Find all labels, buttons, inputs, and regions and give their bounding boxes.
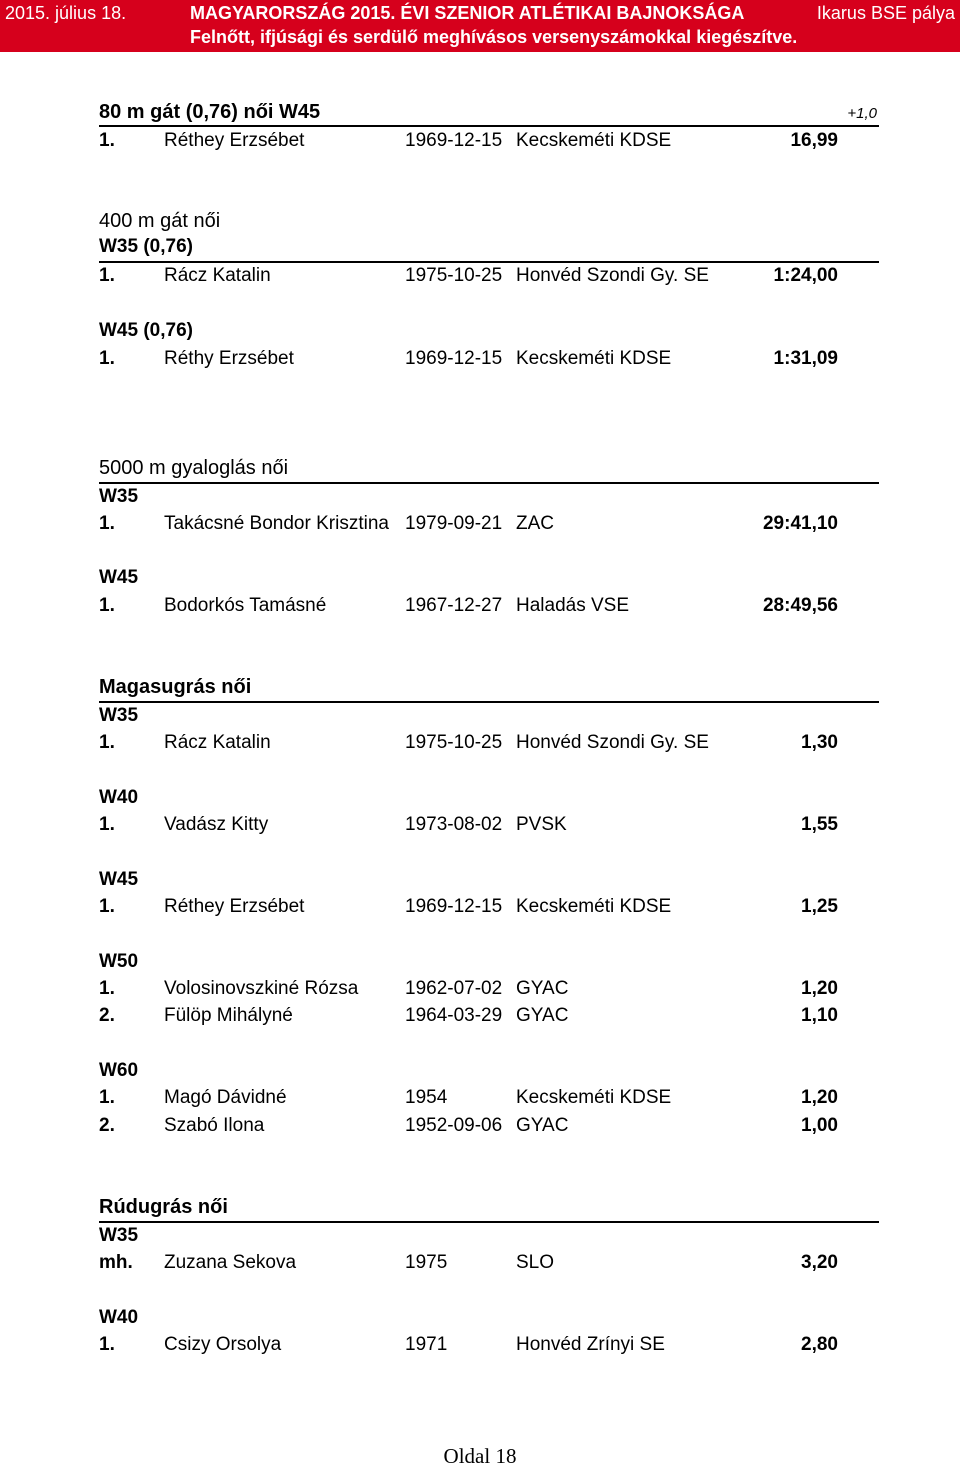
club: ZAC: [516, 513, 554, 534]
rank: 1.: [99, 978, 115, 999]
birth-date: 1962-07-02: [405, 978, 503, 999]
event-divider: [99, 261, 879, 263]
athlete-name: Vadász Kitty: [164, 814, 269, 835]
age-category: W45: [99, 869, 139, 890]
age-category: W45: [99, 567, 139, 588]
club: Kecskeméti KDSE: [516, 1087, 672, 1108]
result: 1,25: [801, 896, 838, 917]
birth-date: 1979-09-21: [405, 513, 503, 534]
club: PVSK: [516, 814, 567, 835]
age-category: W35: [99, 486, 139, 507]
age-category: W40: [99, 787, 139, 808]
result-row: [99, 264, 879, 288]
result-row: [99, 813, 879, 837]
athlete-name: Csizy Orsolya: [164, 1334, 282, 1355]
rank: 2.: [99, 1115, 115, 1136]
birth-date: 1964-03-29: [405, 1005, 503, 1026]
club: SLO: [516, 1252, 555, 1273]
header-title: MAGYARORSZÁG 2015. ÉVI SZENIOR ATLÉTIKAI BAJNOKSÁGA: [190, 3, 745, 23]
event-divider: [99, 125, 879, 127]
birth-date: 1954: [405, 1087, 448, 1108]
athlete-name: Rácz Katalin: [164, 265, 271, 286]
result: 1,00: [801, 1115, 838, 1136]
event-title: 80 m gát (0,76) női W45: [99, 101, 321, 123]
result: 1,20: [801, 1087, 838, 1108]
event-divider: [99, 701, 879, 703]
rank: mh.: [99, 1252, 133, 1273]
rank: 1.: [99, 265, 115, 286]
club: Kecskeméti KDSE: [516, 896, 672, 917]
athlete-name: Szabó Ilona: [164, 1115, 265, 1136]
athlete-name: Volosinovszkiné Rózsa: [164, 978, 359, 999]
rank: 2.: [99, 1005, 115, 1026]
result-row: [99, 1086, 879, 1110]
header-date: 2015. július 18.: [5, 3, 127, 23]
club: Kecskeméti KDSE: [516, 130, 672, 151]
birth-date: 1975: [405, 1252, 448, 1273]
result: 2,80: [801, 1334, 838, 1355]
rank: 1.: [99, 348, 115, 369]
club: Kecskeméti KDSE: [516, 348, 672, 369]
result: 1,30: [801, 732, 838, 753]
result: 1,20: [801, 978, 838, 999]
result-row: [99, 512, 879, 536]
age-category: W35: [99, 1225, 139, 1246]
result-row: [99, 731, 879, 755]
age-category: W45 (0,76): [99, 320, 193, 341]
result-row: [99, 347, 879, 371]
result-row: [99, 1333, 879, 1357]
event-title: Rúdugrás női: [99, 1196, 228, 1218]
result: 1,10: [801, 1005, 838, 1026]
result-row: [99, 1251, 879, 1275]
athlete-name: Magó Dávidné: [164, 1087, 287, 1108]
event-title: 5000 m gyaloglás női: [99, 457, 289, 479]
rank: 1.: [99, 1087, 115, 1108]
result-row: [99, 1004, 879, 1028]
athlete-name: Takácsné Bondor Krisztina: [164, 513, 389, 534]
athlete-name: Fülöp Mihályné: [164, 1005, 293, 1026]
club: GYAC: [516, 1005, 569, 1026]
athlete-name: Zuzana Sekova: [164, 1252, 297, 1273]
birth-date: 1952-09-06: [405, 1115, 503, 1136]
result-row: [99, 977, 879, 1001]
event-divider: [99, 1221, 879, 1223]
result: 29:41,10: [762, 513, 838, 534]
age-category: W35 (0,76): [99, 236, 193, 257]
birth-date: 1973-08-02: [405, 814, 503, 835]
result: 16,99: [790, 130, 838, 151]
header-venue: Ikarus BSE pálya: [816, 3, 955, 23]
age-category: W35: [99, 705, 139, 726]
result: 3,20: [801, 1252, 838, 1273]
birth-date: 1975-10-25: [405, 732, 503, 753]
club: GYAC: [516, 978, 569, 999]
rank: 1.: [99, 896, 115, 917]
event-title: Magasugrás női: [99, 676, 252, 698]
birth-date: 1971: [405, 1334, 448, 1355]
birth-date: 1969-12-15: [405, 348, 503, 369]
page-number: Oldal 18: [443, 1444, 517, 1468]
club: Honvéd Szondi Gy. SE: [516, 732, 709, 753]
event-title: 400 m gát női: [99, 210, 221, 232]
athlete-name: Rácz Katalin: [164, 732, 271, 753]
athlete-name: Bodorkós Tamásné: [164, 595, 327, 616]
athlete-name: Réthey Erzsébet: [164, 130, 305, 151]
age-category: W40: [99, 1307, 139, 1328]
club: Haladás VSE: [516, 595, 630, 616]
birth-date: 1967-12-27: [405, 595, 503, 616]
wind-reading: +1,0: [847, 105, 877, 122]
age-category: W60: [99, 1060, 139, 1081]
club: Honvéd Szondi Gy. SE: [516, 265, 709, 286]
result: 1:24,00: [773, 265, 838, 286]
result-row: [99, 129, 879, 153]
club: Honvéd Zrínyi SE: [516, 1334, 665, 1355]
birth-date: 1969-12-15: [405, 896, 503, 917]
result: 1:31,09: [773, 348, 838, 369]
rank: 1.: [99, 1334, 115, 1355]
birth-date: 1969-12-15: [405, 130, 503, 151]
result-row: [99, 594, 879, 618]
rank: 1.: [99, 732, 115, 753]
result-row: [99, 895, 879, 919]
rank: 1.: [99, 595, 115, 616]
age-category: W50: [99, 951, 139, 972]
athlete-name: Réthey Erzsébet: [164, 896, 305, 917]
birth-date: 1975-10-25: [405, 265, 503, 286]
result: 1,55: [801, 814, 838, 835]
rank: 1.: [99, 130, 115, 151]
rank: 1.: [99, 814, 115, 835]
header-subtitle: Felnőtt, ifjúsági és serdülő meghívásos versenyszámokkal kiegészítve.: [190, 27, 798, 47]
event-divider: [99, 482, 879, 484]
club: GYAC: [516, 1115, 569, 1136]
rank: 1.: [99, 513, 115, 534]
result: 28:49,56: [762, 595, 838, 616]
result-row: [99, 1114, 879, 1138]
athlete-name: Réthy Erzsébet: [164, 348, 294, 369]
